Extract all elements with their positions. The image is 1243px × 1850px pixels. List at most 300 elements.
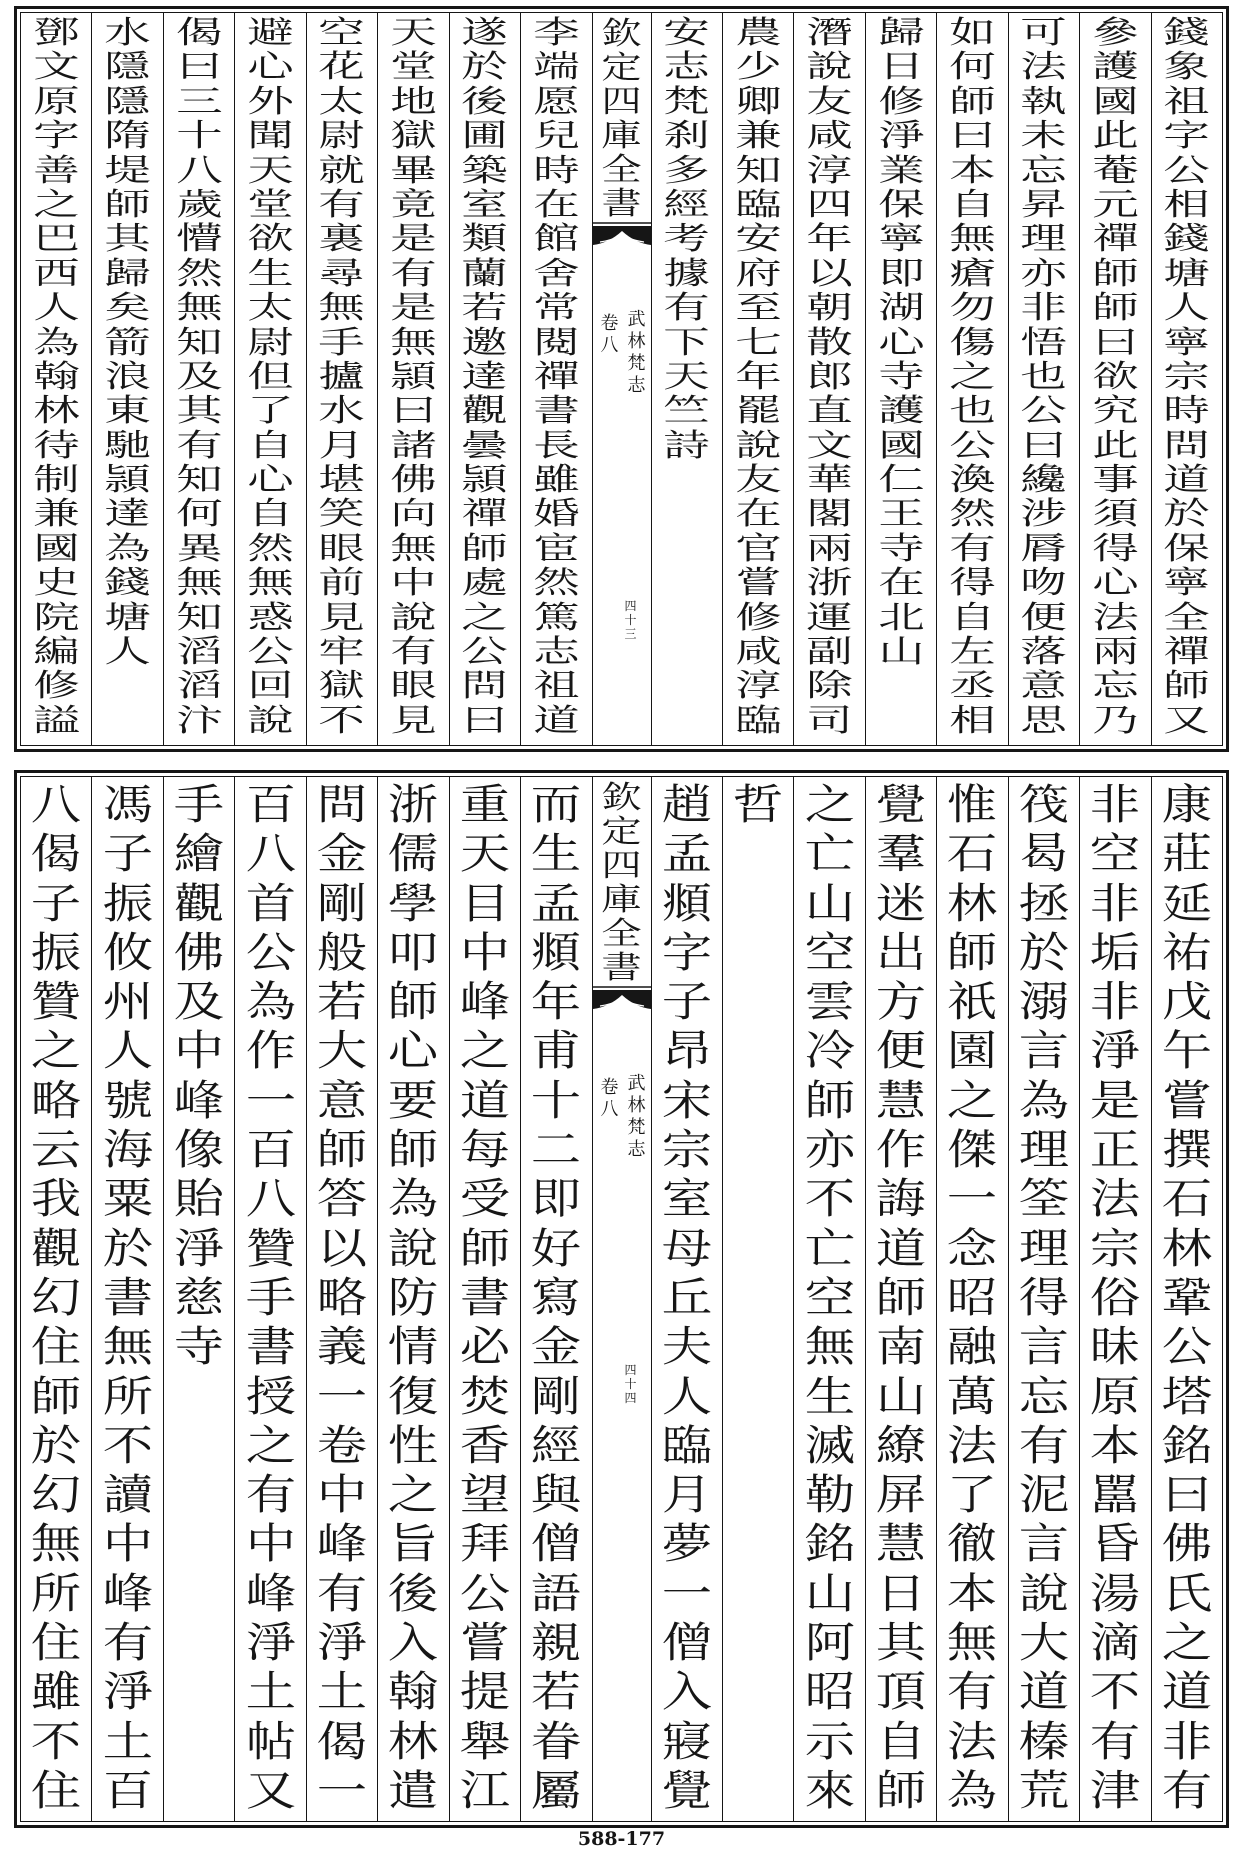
character: 兩 [1092, 634, 1139, 671]
character: 自 [949, 186, 996, 223]
character: 中 [459, 927, 511, 977]
character: 公 [459, 1568, 511, 1618]
character: 文 [32, 49, 80, 86]
column-text [937, 13, 1007, 738]
character: 了 [947, 1470, 998, 1520]
character: 土 [245, 1667, 296, 1717]
character: 淨 [316, 1618, 368, 1668]
character: 拜 [459, 1519, 511, 1569]
character: 言 [1018, 1026, 1070, 1076]
character: 即 [877, 255, 925, 292]
character: 此 [1092, 427, 1139, 464]
character: 公 [245, 927, 296, 977]
character: 及 [175, 358, 223, 395]
character: 愿 [533, 83, 580, 120]
character: 氏 [1161, 1568, 1212, 1618]
character: 之 [245, 1420, 296, 1470]
character: 頫 [661, 878, 712, 928]
character: 屬 [531, 1765, 582, 1815]
text-column [1152, 13, 1222, 745]
character: 滅 [804, 1420, 855, 1470]
character: 有 [1090, 1716, 1141, 1766]
character: 曰 [175, 49, 223, 86]
text-column [450, 777, 521, 1821]
character: 兼 [32, 496, 80, 533]
character: 向 [390, 496, 437, 533]
character: 言 [1018, 1519, 1070, 1569]
character: 八 [600, 335, 619, 356]
character: 有 [390, 634, 437, 671]
character: 涉 [1020, 496, 1068, 533]
character: 亦 [804, 1125, 855, 1175]
character: 達 [461, 358, 509, 395]
column-text [21, 13, 91, 738]
character: 所 [102, 1371, 153, 1421]
character: 其 [104, 221, 151, 258]
character: 公 [1163, 152, 1211, 189]
character: 林 [947, 878, 998, 928]
character: 無 [318, 290, 366, 327]
character: 甫 [531, 1026, 582, 1076]
character: 粟 [102, 1174, 153, 1224]
character: 防 [388, 1272, 439, 1322]
character: 空 [804, 1272, 855, 1322]
character: 官 [734, 530, 782, 567]
character: 海 [102, 1125, 153, 1175]
character: 屏 [875, 1470, 927, 1520]
character: 中 [173, 1026, 225, 1076]
character: 水 [318, 393, 366, 430]
character: 筌 [1018, 1174, 1070, 1224]
character: 年 [734, 358, 782, 395]
character: 慈 [173, 1272, 225, 1322]
text-column [378, 777, 449, 1821]
character: 刹 [663, 118, 710, 155]
character: 入 [388, 1618, 439, 1668]
character: 攸 [102, 927, 153, 977]
character: 僧 [531, 1519, 582, 1569]
character: 宋 [661, 1075, 712, 1125]
character: 像 [173, 1125, 225, 1175]
character: 曰 [461, 702, 509, 739]
character: 手 [318, 324, 366, 361]
character: 空 [1090, 829, 1141, 879]
character: 湯 [1090, 1568, 1141, 1618]
character: 國 [1092, 83, 1139, 120]
character: 執 [1020, 83, 1068, 120]
character: 說 [388, 1223, 439, 1273]
character: 年 [531, 977, 582, 1027]
character: 錢 [104, 565, 151, 602]
character: 梵 [627, 1117, 646, 1138]
character: 自 [949, 599, 996, 636]
character: 淨 [877, 118, 925, 155]
character: 諸 [390, 427, 437, 464]
character: 公 [461, 634, 509, 671]
character: 心 [247, 462, 294, 499]
character: 錢 [1163, 221, 1211, 258]
character: 與 [531, 1470, 582, 1520]
character: 也 [949, 393, 996, 430]
character: 本 [947, 1568, 998, 1618]
character: 峰 [316, 1519, 368, 1569]
character: 授 [245, 1371, 296, 1421]
column-text [164, 13, 234, 738]
character: 學 [388, 878, 439, 928]
character: 復 [388, 1371, 439, 1421]
character: 提 [459, 1667, 511, 1717]
character: 編 [32, 634, 80, 671]
column-text [866, 777, 936, 1815]
character: 纔 [1020, 462, 1068, 499]
text-column [21, 777, 92, 1821]
character: 昏 [1090, 1519, 1141, 1569]
character: 塔 [1161, 1371, 1212, 1421]
character: 業 [877, 152, 925, 189]
character: 百 [245, 780, 296, 829]
text-column [1009, 13, 1080, 745]
character: 公 [949, 427, 996, 464]
character: 法 [1090, 1174, 1141, 1224]
character: 公 [247, 634, 294, 671]
character: 公 [1161, 1322, 1212, 1372]
character: 林 [32, 393, 80, 430]
character: 至 [734, 290, 782, 327]
column-text [794, 777, 864, 1815]
character: 圃 [461, 118, 509, 155]
character: 嘗 [1161, 1075, 1212, 1125]
character: 觀 [31, 1223, 82, 1273]
character: 護 [1092, 49, 1139, 86]
character: 卷 [316, 1420, 368, 1470]
character: 無 [175, 290, 223, 327]
character: 巴 [32, 221, 80, 258]
character: 寧 [1163, 324, 1211, 361]
text-column [164, 777, 235, 1821]
character: 州 [102, 977, 153, 1027]
character: 峰 [102, 1568, 153, 1618]
character: 堂 [247, 186, 294, 223]
character: 子 [31, 878, 82, 928]
character: 筏 [1018, 780, 1070, 829]
character: 七 [734, 324, 782, 361]
character: 蘭 [461, 255, 509, 292]
character: 讀 [102, 1470, 153, 1520]
text-column [92, 13, 163, 745]
character: 示 [804, 1716, 855, 1766]
character: 十 [624, 613, 637, 627]
character: 錢 [1163, 15, 1211, 51]
text-column [794, 13, 865, 745]
character: 便 [1020, 599, 1068, 636]
text-column [450, 13, 521, 745]
character: 浙 [806, 565, 853, 602]
character: 曰 [1092, 324, 1139, 361]
character: 宦 [533, 530, 580, 567]
character: 外 [247, 83, 294, 120]
character: 嚚 [1090, 1470, 1141, 1520]
character: 雖 [31, 1667, 82, 1717]
character: 四 [624, 1391, 637, 1405]
character: 鞏 [1161, 1272, 1212, 1322]
fish-tail-icon [593, 985, 651, 1019]
character: 江 [459, 1765, 511, 1815]
character: 勒 [804, 1470, 855, 1520]
character: 自 [875, 1716, 927, 1766]
character: 幻 [31, 1470, 82, 1520]
character: 定 [601, 50, 642, 86]
character: 歸 [104, 255, 151, 292]
character: 西 [32, 255, 80, 292]
character: 說 [247, 702, 294, 739]
character: 若 [316, 977, 368, 1027]
character: 孟 [661, 829, 712, 879]
character: 可 [1020, 15, 1068, 51]
series-title [593, 17, 651, 221]
character: 閱 [533, 324, 580, 361]
character: 之 [32, 186, 80, 223]
column-text [866, 13, 936, 669]
character: 待 [32, 427, 80, 464]
character: 散 [806, 324, 853, 361]
character: 脣 [1020, 530, 1068, 567]
character: 幻 [31, 1272, 82, 1322]
character: 山 [877, 634, 925, 671]
character: 非 [1020, 290, 1068, 327]
character: 淳 [806, 152, 853, 189]
column-text [307, 13, 377, 738]
character: 定 [601, 814, 642, 850]
character: 中 [390, 565, 437, 602]
character: 未 [1020, 118, 1068, 155]
character: 相 [949, 702, 996, 739]
character: 來 [804, 1765, 855, 1815]
series-title [593, 781, 651, 985]
character: 臨 [734, 702, 782, 739]
character: 園 [947, 1026, 998, 1076]
character: 要 [388, 1075, 439, 1125]
text-column [1080, 777, 1151, 1821]
character: 云 [31, 1125, 82, 1175]
character: 曰 [949, 118, 996, 155]
character: 融 [947, 1322, 998, 1372]
character: 林 [627, 331, 646, 352]
character: 午 [1161, 1026, 1212, 1076]
column-text [307, 777, 377, 1815]
character: 理 [1020, 221, 1068, 258]
character: 宗 [1163, 358, 1211, 395]
character: 矣 [104, 290, 151, 327]
character: 文 [806, 427, 853, 464]
character: 重 [459, 780, 511, 829]
character: 目 [459, 878, 511, 928]
character: 為 [388, 1174, 439, 1224]
character: 少 [734, 49, 782, 86]
character: 前 [318, 565, 366, 602]
column-text [378, 13, 448, 738]
character: 般 [316, 927, 368, 977]
character: 親 [531, 1618, 582, 1668]
character: 撰 [1161, 1125, 1212, 1175]
character: 俗 [1090, 1272, 1141, 1322]
character: 邀 [461, 324, 509, 361]
character: 卿 [734, 83, 782, 120]
character: 室 [661, 1174, 712, 1224]
text-column [92, 777, 163, 1821]
column-text [652, 13, 722, 463]
character: 亦 [1020, 255, 1068, 292]
character: 日 [875, 1568, 927, 1618]
character: 究 [1092, 393, 1139, 430]
character: 於 [461, 49, 509, 86]
character: 友 [734, 462, 782, 499]
character: 中 [316, 1470, 368, 1520]
character: 室 [461, 186, 509, 223]
character: 住 [31, 1765, 82, 1815]
character: 隱 [104, 83, 151, 120]
character: 每 [459, 1125, 511, 1175]
character: 於 [102, 1223, 153, 1273]
character: 知 [175, 462, 223, 499]
character: 寺 [877, 358, 925, 395]
character: 空 [804, 927, 855, 977]
character: 兒 [533, 118, 580, 155]
character: 類 [461, 221, 509, 258]
character: 咸 [734, 634, 782, 671]
character: 師 [461, 530, 509, 567]
character: 舉 [459, 1716, 511, 1766]
character: 淳 [734, 668, 782, 705]
character: 百 [102, 1765, 153, 1815]
character: 道 [1161, 1667, 1212, 1717]
character: 書 [601, 950, 642, 986]
character: 為 [32, 324, 80, 361]
character: 原 [1090, 1371, 1141, 1421]
character: 安 [734, 221, 782, 258]
character: 延 [1161, 878, 1212, 928]
character: 性 [388, 1420, 439, 1470]
character: 丘 [661, 1272, 712, 1322]
character: 子 [661, 977, 712, 1027]
column-text [1009, 777, 1079, 1815]
character: 牢 [318, 634, 366, 671]
character: 峰 [173, 1075, 225, 1125]
character: 眼 [318, 530, 366, 567]
character: 遣 [388, 1765, 439, 1815]
character: 師 [31, 1371, 82, 1421]
character: 林 [1161, 1223, 1212, 1273]
character: 了 [247, 393, 294, 430]
character: 月 [318, 427, 366, 464]
character: 何 [175, 496, 223, 533]
character: 師 [316, 1125, 368, 1175]
character: 常 [533, 290, 580, 327]
character: 太 [318, 83, 366, 120]
character: 淨 [1090, 1026, 1141, 1076]
character: 四 [601, 848, 642, 884]
character: 詩 [663, 427, 710, 464]
character: 我 [31, 1174, 82, 1224]
character: 在 [533, 186, 580, 223]
reproduction-page-number: 588-177 [577, 1828, 666, 1850]
character: 十 [624, 1377, 637, 1391]
character: 佛 [390, 462, 437, 499]
column-text [794, 13, 864, 738]
character: 答 [316, 1174, 368, 1224]
character: 四 [601, 84, 642, 120]
volume-label [599, 1077, 621, 1121]
character: 師 [388, 1125, 439, 1175]
character: 聞 [247, 118, 294, 155]
volume-label [599, 313, 621, 357]
character: 山 [875, 1371, 927, 1421]
character: 馳 [104, 427, 151, 464]
column-text [1009, 13, 1079, 738]
character: 下 [663, 324, 710, 361]
character: 傷 [949, 324, 996, 361]
character: 處 [461, 565, 509, 602]
character: 保 [1163, 530, 1211, 567]
character: 惑 [247, 599, 294, 636]
character: 津 [1090, 1765, 1141, 1815]
character: 焚 [459, 1371, 511, 1421]
character: 贊 [31, 977, 82, 1027]
character: 林 [627, 1095, 646, 1116]
character: 頴 [104, 462, 151, 499]
character: 嘗 [459, 1618, 511, 1668]
character: 哲 [732, 780, 784, 829]
character: 獄 [390, 118, 437, 155]
character: 無 [247, 565, 294, 602]
character: 月 [661, 1470, 712, 1520]
text-column [866, 777, 937, 1821]
character: 修 [877, 83, 925, 120]
character: 佛 [173, 927, 225, 977]
character: 太 [247, 290, 294, 327]
character: 頴 [390, 358, 437, 395]
character: 地 [390, 83, 437, 120]
character: 及 [173, 977, 225, 1027]
character: 徹 [947, 1519, 998, 1569]
character: 此 [1092, 118, 1139, 155]
character: 就 [318, 152, 366, 189]
character: 一 [316, 1765, 368, 1815]
character: 問 [1163, 427, 1211, 464]
character: 有 [1161, 1765, 1212, 1815]
character: 語 [531, 1568, 582, 1618]
character: 傑 [947, 1125, 998, 1175]
text-column [1009, 777, 1080, 1821]
character: 淨 [173, 1223, 225, 1273]
character: 振 [31, 927, 82, 977]
character: 不 [318, 702, 366, 739]
character: 道 [1018, 1667, 1070, 1717]
character: 有 [245, 1470, 296, 1520]
character: 裏 [318, 221, 366, 258]
character: 銘 [1161, 1420, 1212, 1470]
character: 曰 [390, 393, 437, 430]
character: 雖 [533, 462, 580, 499]
character: 不 [1090, 1667, 1141, 1717]
character: 全 [1163, 599, 1211, 636]
character: 館 [533, 221, 580, 258]
character: 在 [877, 565, 925, 602]
character: 出 [875, 927, 927, 977]
column-text [1080, 13, 1150, 738]
character: 頫 [531, 927, 582, 977]
text-column [21, 13, 92, 745]
character: 欲 [1092, 358, 1139, 395]
